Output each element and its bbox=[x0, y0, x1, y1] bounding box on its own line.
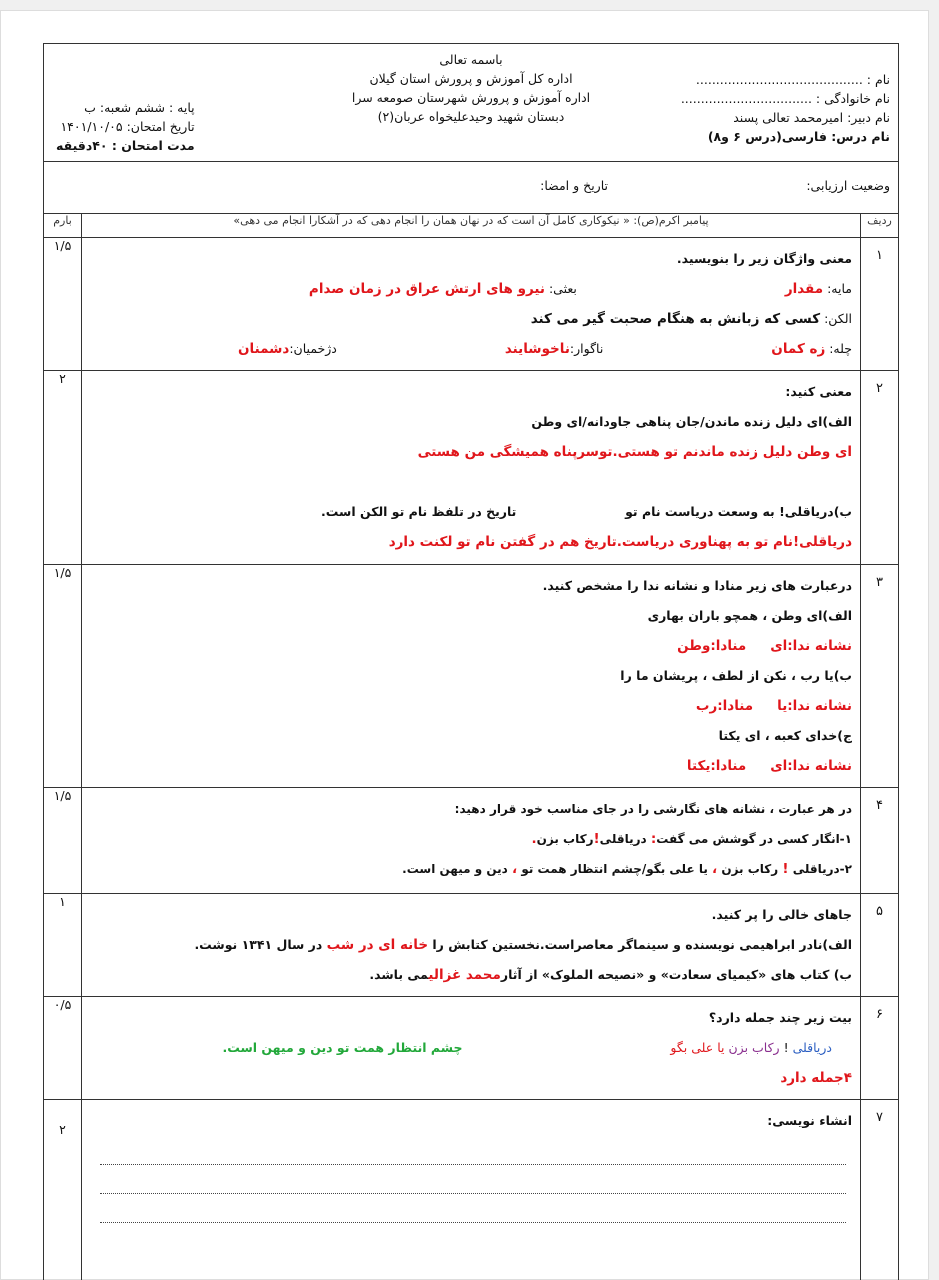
question-title: جاهای خالی را پر کنید. bbox=[711, 907, 852, 922]
answer-text: منادا:وطن bbox=[677, 638, 747, 654]
question-score: ۱/۵ bbox=[44, 238, 82, 371]
answer-line bbox=[90, 631, 852, 661]
signature-label: تاریخ و امضا: bbox=[540, 178, 608, 193]
student-family-field: نام خانوادگی : ................................. bbox=[680, 91, 890, 106]
evaluation-row bbox=[44, 162, 899, 214]
question-text: ب)یا رب ، نکن از لطف ، پریشان ما را bbox=[620, 668, 852, 683]
question-text: الف)ای وطن ، همچو باران بهاری bbox=[647, 608, 852, 623]
word-label: چله: bbox=[829, 341, 852, 356]
question-score: ۱/۵ bbox=[44, 565, 82, 788]
question-text: الف)ای دلیل زنده ماندن/جان پناهی جاودانه/ای وطن bbox=[531, 414, 852, 429]
question-row bbox=[44, 565, 899, 788]
org-city: اداره آموزش و پرورش شهرستان صومعه سرا bbox=[351, 90, 591, 105]
answer-text: منادا:یکتا bbox=[686, 758, 747, 774]
answer-text: دریاقلی!نام تو به پهناوری دریاست.تاریخ هم در گفتن نام تو لکنت دارد bbox=[388, 534, 852, 550]
word-label: بعثی: bbox=[548, 281, 577, 296]
question-number: ۷ bbox=[861, 1100, 899, 1280]
word-label: دژخمیان: bbox=[289, 341, 337, 356]
question-number: ۶ bbox=[861, 997, 899, 1100]
question-row bbox=[44, 238, 899, 371]
header-left bbox=[56, 98, 195, 155]
question-title: انشاء نویسی: bbox=[767, 1113, 852, 1128]
question-title: معنی واژگان زیر را بنویسید. bbox=[676, 251, 852, 266]
word-label: الکن: bbox=[824, 311, 852, 326]
question-score: ۱/۵ bbox=[44, 788, 82, 894]
question-title: بیت زیر چند جمله دارد؟ bbox=[708, 1010, 852, 1025]
question-body bbox=[82, 894, 861, 997]
answer-text: کسی که زبانش به هنگام صحبت گیر می کند bbox=[530, 311, 821, 327]
hadith-text: پیامبر اکرم(ص): « نیکوکاری کامل آن است که در نهان همان را انجام دهی که در آشکارا انجام می دهی» bbox=[82, 214, 861, 238]
blank-sentence-one: الف)نادر ابراهیمی نویسنده و سینماگر معاصراست.نخستین کتابش را خانه ای در شب در سال ۱۳۴۱ نوشت. bbox=[194, 937, 852, 953]
score-column-header: بارم bbox=[44, 214, 82, 238]
word-label: مایه: bbox=[827, 281, 852, 296]
writing-line[interactable] bbox=[100, 1193, 846, 1194]
blank-sentence-two: ب) کتاب های «کیمیای سعادت» و «نصیحه الملوک» از آثارمحمد غزالیمی باشد. bbox=[369, 967, 852, 983]
question-score: ۱ bbox=[44, 894, 82, 997]
answer-line bbox=[90, 304, 852, 334]
question-row bbox=[44, 371, 899, 565]
grade-info: پایه : ششم شعبه: ب bbox=[84, 100, 195, 115]
answer-text: ۴جمله دارد bbox=[780, 1070, 852, 1086]
writing-line[interactable] bbox=[100, 1222, 846, 1223]
word-label: ناگوار: bbox=[569, 341, 604, 356]
header-right bbox=[681, 70, 890, 146]
org-province: اداره کل آموزش و پرورش استان گیلان bbox=[369, 71, 573, 86]
answer-text: ناخوشایند bbox=[504, 341, 570, 357]
answer-text: منادا:رب bbox=[695, 698, 754, 714]
question-row bbox=[44, 1100, 899, 1280]
question-row bbox=[44, 788, 899, 894]
subject-name: نام درس: فارسی(درس ۶ و۸) bbox=[707, 129, 890, 144]
question-title: در هر عبارت ، نشانه های نگارشی را در جای مناسب خود قرار دهید: bbox=[454, 802, 852, 816]
question-number: ۴ bbox=[861, 788, 899, 894]
exam-table bbox=[43, 43, 899, 1280]
question-score: ۰/۵ bbox=[44, 997, 82, 1100]
question-score: ۲ bbox=[44, 1100, 82, 1280]
question-body bbox=[82, 788, 861, 894]
writing-line[interactable] bbox=[100, 1164, 846, 1165]
question-text bbox=[90, 497, 852, 527]
verse-part: دریاقلی bbox=[792, 1040, 832, 1055]
answer-line bbox=[90, 274, 852, 304]
answer-text: نشانه ندا:ای bbox=[770, 758, 852, 774]
answer-text: نیرو های ارتش عراق در زمان صدام bbox=[308, 281, 545, 297]
answer-text: مقدار bbox=[784, 281, 824, 297]
school-name: دبستان شهید وحیدعلیخواه عربان(۲) bbox=[377, 109, 565, 124]
verse-part: چشم انتظار همت تو دین و میهن است. bbox=[222, 1040, 463, 1055]
answer-text: دشمنان bbox=[237, 341, 290, 357]
exam-date: تاریخ امتحان: ۱۴۰۱/۱۰/۰۵ bbox=[60, 119, 195, 134]
answer-line bbox=[90, 691, 852, 721]
row-column-header: ردیف bbox=[861, 214, 899, 238]
question-row bbox=[44, 997, 899, 1100]
question-row bbox=[44, 894, 899, 997]
sentence-one: ۱-انگار کسی در گوشش می گفت: دریاقلی!رکاب بزن. bbox=[531, 831, 852, 847]
question-title: معنی کنید: bbox=[785, 384, 852, 399]
exam-header bbox=[44, 44, 899, 162]
answer-line bbox=[90, 751, 852, 781]
question-body bbox=[82, 371, 861, 565]
student-name-field: نام : .......................................... bbox=[695, 72, 890, 87]
bismillah: باسمه تعالی bbox=[439, 52, 503, 67]
column-header-row bbox=[44, 214, 899, 238]
verse-part: ب)دریاقلی! به وسعت دریاست نام تو bbox=[625, 504, 852, 519]
question-number: ۳ bbox=[861, 565, 899, 788]
question-body bbox=[82, 238, 861, 371]
verse-line: دریاقلی ! رکاب بزن یا علی بگو چشم انتظار همت تو دین و میهن است. bbox=[222, 1040, 832, 1055]
question-body bbox=[82, 997, 861, 1100]
teacher-name: نام دبیر: امیرمحمد تعالی پسند bbox=[733, 110, 890, 125]
answer-line bbox=[90, 334, 852, 364]
answer-text: ای وطن دلیل زنده ماندنم تو هستی.توسرپناه همیشگی من هستی bbox=[417, 444, 852, 460]
question-number: ۵ bbox=[861, 894, 899, 997]
question-number: ۱ bbox=[861, 238, 899, 371]
question-body bbox=[82, 1100, 861, 1280]
verse-part: تاریخ در تلفظ نام تو الکن است. bbox=[321, 504, 517, 519]
answer-text: نشانه ندا:یا bbox=[777, 698, 852, 714]
evaluation-label: وضعیت ارزیابی: bbox=[806, 178, 890, 193]
sentence-two: ۲-دریاقلی ! رکاب بزن ، یا علی بگو/چشم انتظار همت تو ، دین و میهن است. bbox=[402, 861, 852, 877]
exam-duration: مدت امتحان : ۴۰دقیقه bbox=[56, 138, 195, 153]
answer-text: نشانه ندا:ای bbox=[770, 638, 852, 654]
question-number: ۲ bbox=[861, 371, 899, 565]
verse-part: رکاب بزن bbox=[728, 1040, 780, 1055]
question-score: ۲ bbox=[44, 371, 82, 565]
answer-text: زه کمان bbox=[771, 341, 826, 357]
question-body bbox=[82, 565, 861, 788]
question-text: ج)خدای کعبه ، ای یکتا bbox=[718, 728, 852, 743]
question-title: درعبارت های زیر منادا و نشانه ندا را مشخص کنید. bbox=[542, 578, 852, 593]
verse-part: یا علی بگو bbox=[670, 1040, 729, 1055]
exam-sheet bbox=[0, 10, 929, 1280]
